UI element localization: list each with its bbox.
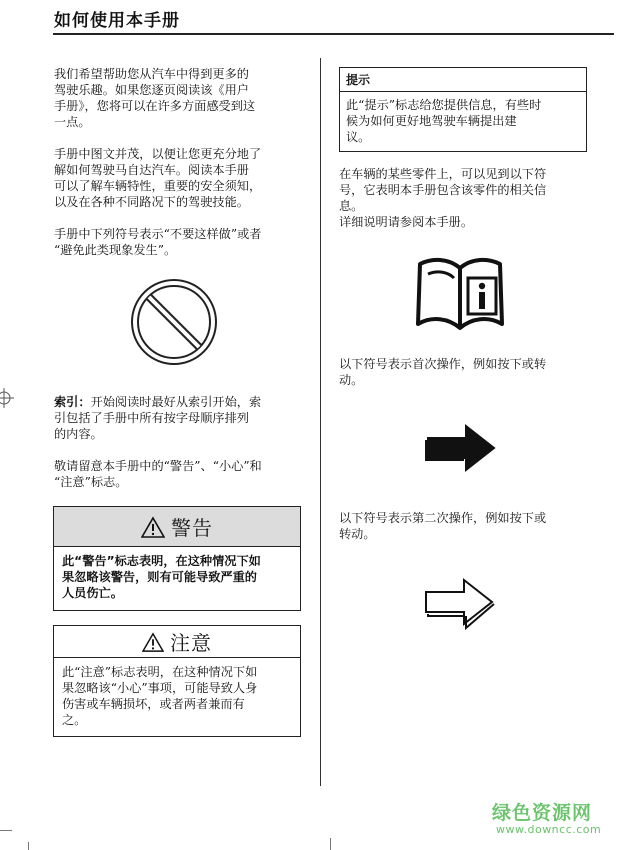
text-line: 索引：开始阅读时最好从索引开始，索 <box>54 395 262 409</box>
text-line: 手册中下列符号表示“不要这样做”或者 <box>54 227 262 241</box>
illustration-paragraph <box>54 146 302 210</box>
text-line: 果忽略该“小心”事项，可能导致人身 <box>62 681 258 695</box>
intro-paragraph <box>54 66 302 130</box>
watermark-name: 绿色资源网 <box>492 802 593 824</box>
text-line: 一点。 <box>54 115 91 129</box>
watermark-url: www.downcc.com <box>496 823 602 836</box>
text-line: 我们希望帮助您从汽车中得到更多的 <box>54 67 249 81</box>
notice-paragraph <box>54 458 302 490</box>
second-op-paragraph <box>339 510 589 542</box>
warning-title: 警告 <box>171 516 213 540</box>
text-line: 详细说明请参阅本手册。 <box>339 215 474 229</box>
text-line: 在车辆的某些零件上，可以见到以下符 <box>339 167 547 181</box>
text-line: 手册中图文并茂，以便让您更充分地了 <box>54 147 262 161</box>
warning-triangle-icon <box>141 516 165 538</box>
warning-box <box>53 506 301 611</box>
text-line: 之。 <box>62 713 87 727</box>
text-line: 议。 <box>346 130 371 144</box>
outline-arrow-icon <box>422 576 500 632</box>
crop-mark <box>0 830 12 831</box>
text-line: 人员伤亡。 <box>62 586 123 600</box>
caution-title: 注意 <box>170 631 212 655</box>
index-keyword: 索引： <box>54 395 91 409</box>
text-line: 的内容。 <box>54 427 103 441</box>
parts-paragraph <box>339 166 589 230</box>
text-line: “注意”标志。 <box>54 475 128 489</box>
title-rule <box>53 33 614 35</box>
symbol-paragraph <box>54 226 302 258</box>
first-op-paragraph <box>339 356 589 388</box>
text-line: 解如何驾驶马自达汽车。阅读本手册 <box>54 163 249 177</box>
text-line: 以及在各种不同路况下的驾驶技能。 <box>54 195 249 209</box>
index-paragraph <box>54 394 302 442</box>
registration-mark <box>0 386 16 410</box>
text-line: 以下符号表示首次操作，例如按下或转 <box>339 357 547 371</box>
text-line: 号，它表明本手册包含该零件的相关信 <box>339 183 547 197</box>
text-line: 可以了解车辆特性，重要的安全须知， <box>54 179 262 193</box>
text-line: “避免此类现象发生”。 <box>54 243 177 257</box>
tip-title: 提示 <box>340 68 586 92</box>
text-line: 息。 <box>339 199 364 213</box>
page-title: 如何使用本手册 <box>54 11 180 31</box>
crop-mark <box>330 838 331 850</box>
tip-box <box>339 67 587 152</box>
column-divider <box>320 58 321 786</box>
open-book-info-icon <box>414 254 506 332</box>
text-line: 此“警告”标志表明，在这种情况下如 <box>62 554 261 568</box>
text-line: 果忽略该警告，则有可能导致严重的 <box>62 570 257 584</box>
crop-mark <box>28 842 29 850</box>
text-line: 伤害或车辆损坏，或者两者兼而有 <box>62 697 245 711</box>
caution-box-header <box>54 626 300 658</box>
solid-arrow-icon <box>422 420 500 476</box>
caution-box <box>53 625 301 737</box>
warning-triangle-icon <box>142 632 164 652</box>
text-line: 此“提示”标志给您提供信息，有些时 <box>346 98 542 112</box>
text-line: 以下符号表示第二次操作，例如按下或 <box>339 511 547 525</box>
text-line: 转动。 <box>339 527 376 541</box>
text-line: 候为如何更好地驾驶车辆提出建 <box>346 114 517 128</box>
text-line: 引包括了手册中所有按字母顺序排列 <box>54 411 249 425</box>
text-line: 手册》，您将可以在许多方面感受到这 <box>54 99 256 113</box>
caution-body <box>54 658 300 734</box>
text-line: 驾驶乐趣。如果您逐页阅读该《用户 <box>54 83 249 97</box>
prohibition-icon <box>128 276 220 368</box>
text-line: 动。 <box>339 373 364 387</box>
tip-body <box>340 92 586 151</box>
warning-body <box>54 547 300 607</box>
text-line: 此“注意”标志表明，在这种情况下如 <box>62 665 258 679</box>
warning-box-header <box>54 507 300 547</box>
text-line: 敬请留意本手册中的“警告”、“小心”和 <box>54 459 262 473</box>
